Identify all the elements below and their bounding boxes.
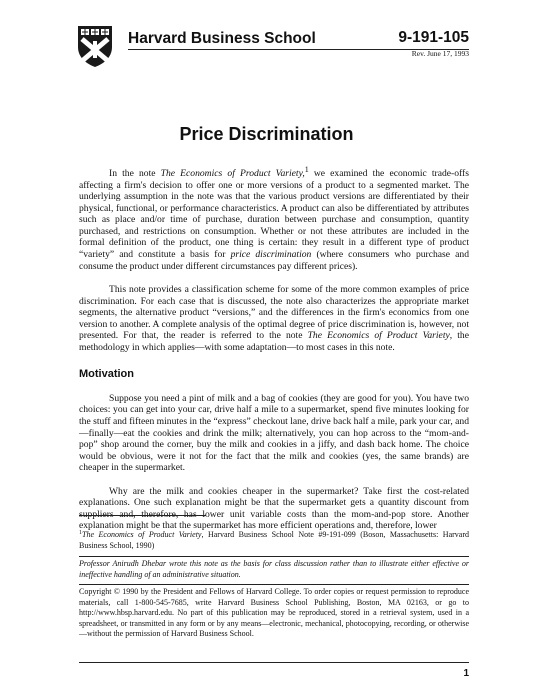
school-name: Harvard Business School — [128, 30, 316, 47]
emphasis-term: price discrimination — [230, 249, 312, 261]
harvard-shield-logo-icon — [77, 25, 113, 68]
copyright-notice: Copyright © 1990 by the President and Fellows of Harvard College. To order copies or request permission to reproduce materials, call 1-800-545-7685, write Harvard Business School Publishing, Boston, MA 02163, or go to http://www.hbsp.harvard.edu. No part of this publication may be reproduced, stored in a retrieval system, used in a spreadsheet, or transmitted in any form or by any means—electronic, mechanical, photocopying, recording, or otherwise—without the permission of Harvard Business School. — [79, 587, 469, 639]
note-title: The Economics of Product Variety — [307, 330, 450, 342]
page-title: Price Discrimination — [179, 124, 354, 144]
paragraph-4: Why are the milk and cookies cheaper in the supermarket? Take first the cost-related explanations. One such explanation might be that the supermarket gets a quantity discount from suppliers and, therefore, has lower unit variable costs than the mom-and-pop store. Another explanation might be that the supermarket has more efficient operations and, therefore, lower — [79, 485, 469, 532]
body-text — [79, 164, 469, 544]
paragraph-1: In the note The Economics of Product Variety,$^1$ we examined the economic trade-offs affecting a firm's decision to offer one or more versions of a product to a segmented market. The underlying assumption in the note was that the various product versions are differentiated by their physical, functional, or performance characteristics. A product can also be differentiated by attributes such as place and/or time of purchase, duration between purchase and consumption, quantity purchased, and restrictions on consumption. Whether or not these attributes are included in the formal definition of the product, one thing is certain: they result in a different type of product “variety” and constitute a basis for price discrimination (where consumers who purchase and consume the product under different circumstances pay different prices). — [79, 165, 469, 272]
paragraph-2: This note provides a classification scheme for some of the more common examples of price discrimination. For each case that is discussed, the note also characterizes the appropriate market segments, the alternative product “versions,” and the differences in the firm's economics from one version to another. A complete analysis of the optimal degree of price discrimination is, however, not presented. For that, the reader is referred to the note The Economics of Product Variety, the methodology in which applies—with some adaptation—to most cases in this note. — [79, 284, 469, 353]
footnote: $^1$The Economics of Product Variety, Harvard Business School Note #9-191-099 (Boson, Massachusetts: Harvard Business School, 1990) — [79, 530, 469, 550]
professor-note: Professor Anirudh Dhebar wrote this note as the basis for class discussion rather than to illustrate either effective or ineffective handling of an administrative situation. — [79, 559, 469, 579]
divider — [79, 556, 469, 557]
paragraph-3: Suppose you need a pint of milk and a bag of cookies (they are good for you). You have two choices: you can get into your car, drive half a mile to a supermarket, spend five minutes looking for the stuff and fifteen minutes in the “express” checkout lane, drive back half a mile, park your car, and—finally—eat the cookies and drink the milk; alternatively, you can hop across to the “mom-and-pop” shop around the corner, buy the milk and cookies in a jiffy, and dash back home. The choice would be obvious, were it not for the fact that the milk and cookies (yes, the same brands) are cheaper in the supermarket. — [79, 392, 469, 474]
publisher-url[interactable]: http://www.hbsp.harvard.edu — [79, 608, 173, 618]
document-number: 9-191-105 — [398, 29, 469, 46]
footnote-rule — [79, 515, 206, 516]
section-heading-motivation: Motivation — [79, 368, 134, 381]
divider — [79, 584, 469, 585]
revision-date: Rev. June 17, 1993 — [411, 49, 469, 58]
footer-rule — [79, 662, 469, 663]
footnote-ref: 1 — [304, 165, 309, 174]
note-title: The Economics of Product Variety, — [160, 168, 305, 180]
page-number: 1 — [463, 668, 469, 679]
